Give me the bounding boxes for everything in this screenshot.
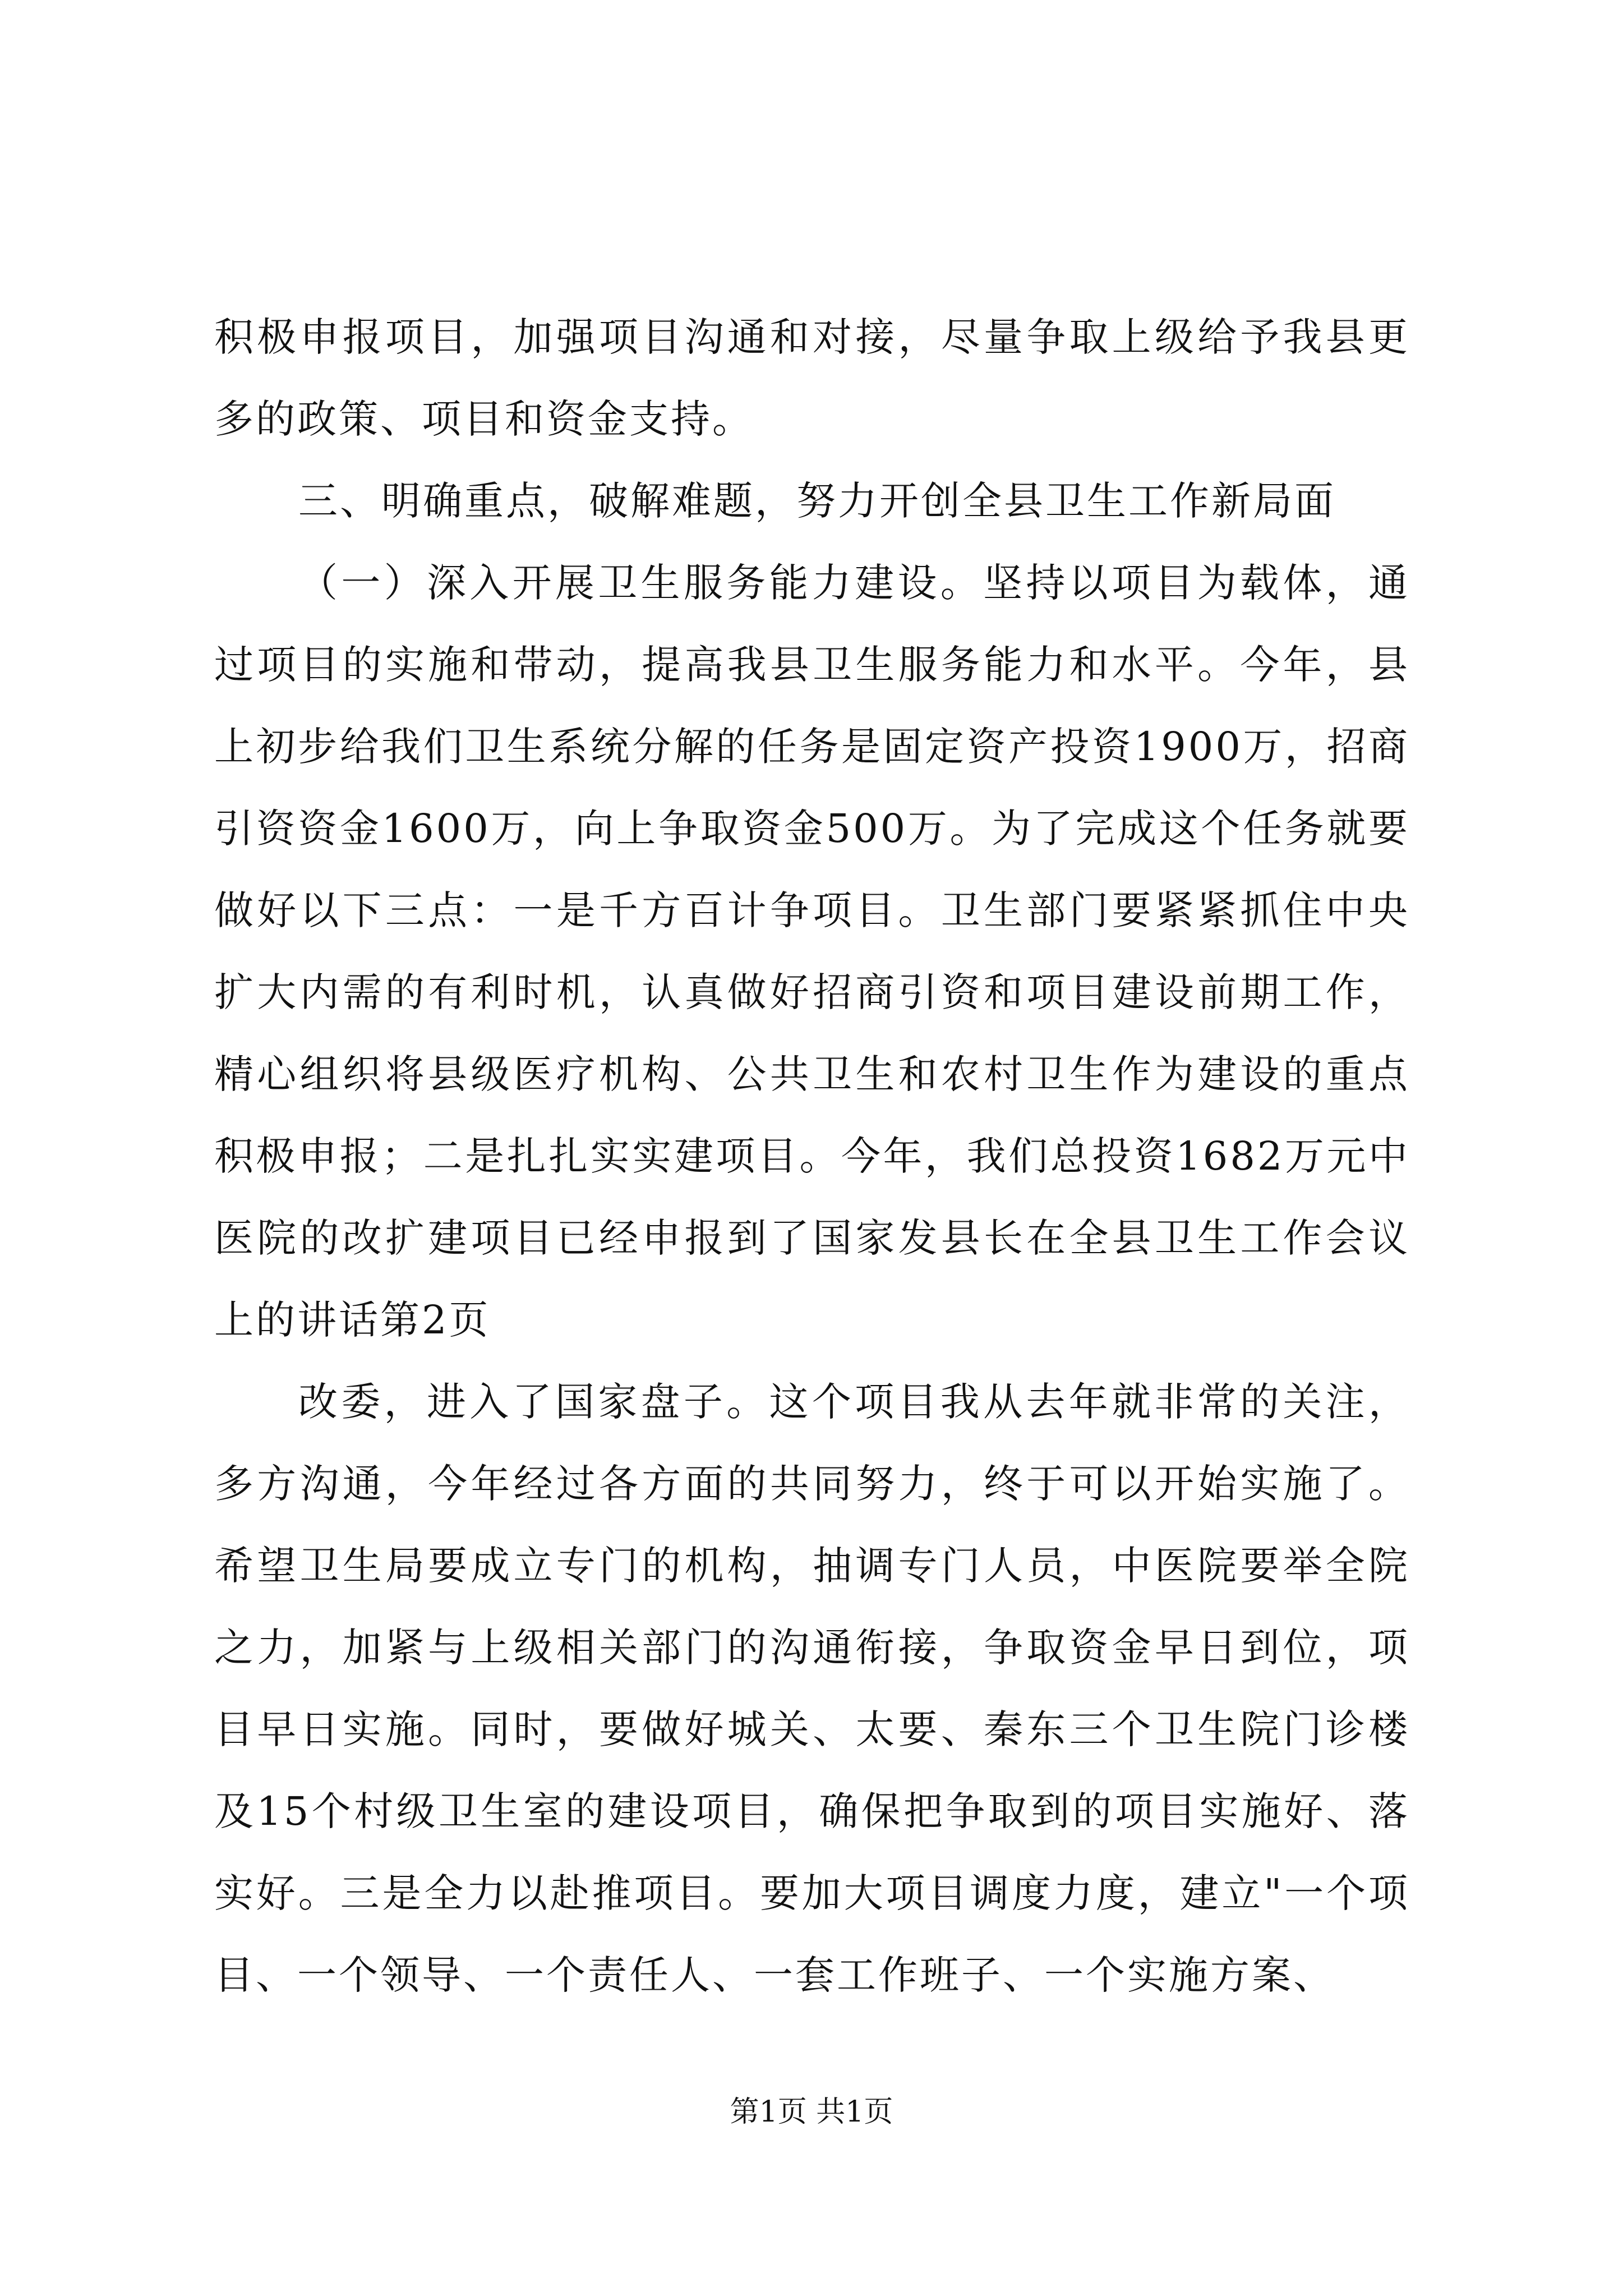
page-footer: 第1页 共1页 <box>730 2095 893 2129</box>
paragraph-3: 改委，进入了国家盘子。这个项目我从去年就非常的关注，多方沟通，今年经过各方面的共同努力，终于可以开始实施了。希望卫生局要成立专门的机构，抽调专门人员，中医院要举全院之力，加紧与上级相关部门的沟通衔接，争取资金早日到位，项目早日实施。同时，要做好城关、太要、秦东三个卫生院门诊楼及15个村级卫生室的建设项目，确保把争取到的项目实施好、落实好。三是全力以赴推项目。要加大项目调度力度，建立"一个项目、一个领导、一个责任人、一套工作班子、一个实施方案、 <box>214 1379 1410 1998</box>
section-heading: 三、明确重点，破解难题，努力开创全县卫生工作新局面 <box>298 478 1336 524</box>
document-body <box>214 296 1410 2016</box>
paragraph-1: 积极申报项目，加强项目沟通和对接，尽量争取上级给予我县更多的政策、项目和资金支持。 <box>214 314 1410 442</box>
paragraph-2: （一）深入开展卫生服务能力建设。坚持以项目为载体，通过项目的实施和带动，提高我县卫生服务能力和水平。今年，县上初步给我们卫生系统分解的任务是固定资产投资1900万，招商引资资金1600万，向上争取资金500万。为了完成这个任务就要做好以下三点：一是千方百计争项目。卫生部门要紧紧抓住中央扩大内需的有利时机，认真做好招商引资和项目建设前期工作，精心组织将县级医疗机构、公共卫生和农村卫生作为建设的重点积极申报；二是扎扎实实建项目。今年，我们总投资1682万元中医院的改扩建项目已经申报到了国家发县长在全县卫生工作会议上的讲话第2页 <box>214 560 1410 1343</box>
